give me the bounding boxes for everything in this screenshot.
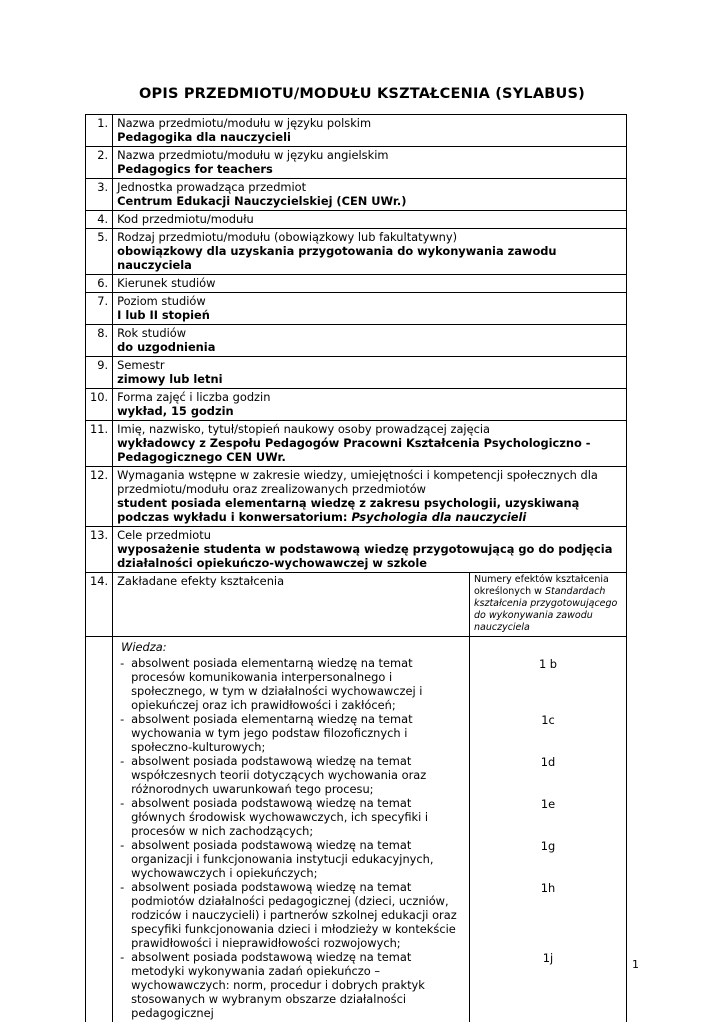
table-row <box>86 229 627 275</box>
field-label: Rodzaj przedmiotu/modułu (obowiązkowy lub fakultatywny) <box>117 230 458 244</box>
outcome-code: 1 b <box>538 656 558 671</box>
table-row <box>86 357 627 389</box>
row-content <box>113 115 627 147</box>
table-row <box>86 179 627 211</box>
outcome-item: - absolwent posiada podstawową wiedzę na temat metodyki wykonywania zadań opiekuńczo –wychowawczych: norm, procedur i dobrych praktyk stosowanych w wybranym obszarze działalności pedagogicznej <box>117 950 465 1020</box>
row-number: 14. <box>86 573 113 637</box>
ref-header-italic: Standardach kształcenia przygotowującego do wykonywania zawodu nauczyciela <box>474 586 618 633</box>
outcome-code: 1j <box>542 950 554 965</box>
field-value-text: wykładowcy z Zespołu Pedagogów Pracowni Kształcenia Psychologiczno - Pedagogicznego CEN UWr. <box>117 436 591 464</box>
field-label: Nazwa przedmiotu/modułu w języku polskim <box>117 116 372 130</box>
field-label: Kod przedmiotu/modułu <box>117 212 254 226</box>
field-value <box>117 194 622 208</box>
field-value-text: zimowy lub letni <box>117 372 223 386</box>
outcome-code: 1h <box>540 880 556 895</box>
row-content <box>113 357 627 389</box>
row-number: 2. <box>86 147 113 179</box>
table-row <box>86 115 627 147</box>
field-label: Imię, nazwisko, tytuł/stopień naukowy osoby prowadzącej zajęcia <box>117 422 491 436</box>
outcome-item: - absolwent posiada podstawową wiedzę na temat organizacji i funkcjonowania instytucji edukacyjnych, wychowawczych i opiekuńczych; <box>117 838 465 880</box>
section-heading: Wiedza: <box>121 640 167 654</box>
outcome-item: - absolwent posiada podstawową wiedzę na temat współczesnych teorii dotyczących wychowania oraz różnorodnych uwarunkowań tego procesu; <box>117 754 465 796</box>
field-value <box>117 496 622 524</box>
table-row <box>86 527 627 573</box>
field-value-text: Pedagogics for teachers <box>117 162 273 176</box>
row-content <box>113 275 627 293</box>
field-label: Jednostka prowadząca przedmiot <box>117 180 307 194</box>
outcome-code: 1g <box>540 838 556 853</box>
outcome-code: 1e <box>540 796 556 811</box>
row-number: 10. <box>86 389 113 421</box>
field-label: Semestr <box>117 358 165 372</box>
row-number-empty <box>86 637 113 1023</box>
row-content <box>113 389 627 421</box>
row-content <box>113 229 627 275</box>
field-value-text: obowiązkowy dla uzyskania przygotowania do wykonywania zawodu nauczyciela <box>117 244 557 272</box>
table-row <box>86 421 627 467</box>
field-value-text: wykład, 15 godzin <box>117 404 234 418</box>
table-row <box>86 467 627 527</box>
field-value <box>117 372 622 386</box>
row-content <box>113 147 627 179</box>
table-row <box>86 293 627 325</box>
document-title: OPIS PRZEDMIOTU/MODUŁU KSZTAŁCENIA (SYLABUS) <box>139 86 585 102</box>
row-number: 3. <box>86 179 113 211</box>
row-content <box>113 527 627 573</box>
field-value <box>117 404 622 418</box>
row-number: 9. <box>86 357 113 389</box>
row-number: 5. <box>86 229 113 275</box>
outcome-codes-cell <box>470 637 627 1023</box>
row-content <box>113 179 627 211</box>
field-value-text: student posiada elementarną wiedzę z zakresu psychologii, uzyskiwaną podczas wykładu i konwersatorium: <box>117 496 580 524</box>
field-value-text: do uzgodnienia <box>117 340 216 354</box>
outcome-item: - absolwent posiada podstawową wiedzę na temat podmiotów działalności pedagogicznej (dzieci, uczniów, rodziców i nauczycieli) i partnerów szkolnej edukacji oraz specyfiki funkcjonowania dzieci i młodzieży w kontekście prawidłowości i nieprawidłowości rozwojowych; <box>117 880 465 950</box>
outcomes-label <box>113 573 470 637</box>
row-content <box>113 467 627 527</box>
ref-header-text: Numery efektów kształcenia określonych w <box>474 574 609 597</box>
row-content <box>113 211 627 229</box>
outcomes-list-cell <box>113 637 470 1023</box>
table-row <box>86 389 627 421</box>
field-value <box>117 436 622 464</box>
field-value <box>117 162 622 176</box>
field-label: Rok studiów <box>117 326 187 340</box>
table-row <box>86 325 627 357</box>
outcome-code: 1c <box>541 712 555 727</box>
table-row <box>86 147 627 179</box>
field-value <box>117 542 622 570</box>
field-label: Poziom studiów <box>117 294 206 308</box>
row-number: 11. <box>86 421 113 467</box>
row-content <box>113 293 627 325</box>
field-value <box>117 130 622 144</box>
field-label: Wymagania wstępne w zakresie wiedzy, umiejętności i kompetencji społecznych dla przedmiotu/modułu oraz zrealizowanych przedmiotów <box>117 468 598 496</box>
outcome-codes <box>470 637 626 1022</box>
row-content <box>113 421 627 467</box>
field-value-text: Pedagogika dla nauczycieli <box>117 130 291 144</box>
field-value <box>117 308 622 322</box>
standards-reference-header <box>470 573 627 637</box>
outcomes-list <box>117 656 465 1020</box>
table-row <box>86 275 627 293</box>
row-number: 12. <box>86 467 113 527</box>
field-value <box>117 244 622 272</box>
field-label: Cele przedmiotu <box>117 528 211 542</box>
row-number: 7. <box>86 293 113 325</box>
row-number: 8. <box>86 325 113 357</box>
outcome-item: - absolwent posiada elementarną wiedzę na temat wychowania w tym jego podstaw filozoficznych i społeczno-kulturowych; <box>117 712 465 754</box>
row-number: 6. <box>86 275 113 293</box>
field-value-text: wyposażenie studenta w podstawową wiedzę przygotowującą go do podjęcia działalności opiekuńczo-wychowawczej w szkole <box>117 542 613 570</box>
syllabus-table <box>85 114 627 1022</box>
field-label: Kierunek studiów <box>117 276 216 290</box>
table-row-outcomes <box>86 637 627 1023</box>
field-value-text: Centrum Edukacji Nauczycielskiej (CEN UWr.) <box>117 194 407 208</box>
page-number: 1 <box>632 958 639 971</box>
field-label: Nazwa przedmiotu/modułu w języku angielskim <box>117 148 389 162</box>
field-label: Zakładane efekty kształcenia <box>117 574 285 588</box>
field-value-text: I lub II stopień <box>117 308 210 322</box>
outcome-code: 1d <box>540 754 556 769</box>
row-content <box>113 325 627 357</box>
field-label: Forma zajęć i liczba godzin <box>117 390 271 404</box>
outcome-item: - absolwent posiada elementarną wiedzę na temat procesów komunikowania interpersonalnego i społecznego, w tym w działalności wychowawczej i opiekuńczej oraz ich prawidłowości i zakłóceń; <box>117 656 465 712</box>
outcome-item: - absolwent posiada podstawową wiedzę na temat głównych środowisk wychowawczych, ich specyfiki i procesów w nich zachodzących; <box>117 796 465 838</box>
table-row-outcomes-header <box>86 573 627 637</box>
table-row <box>86 211 627 229</box>
field-value <box>117 340 622 354</box>
field-value-italic: Psychologia dla nauczycieli <box>351 510 527 524</box>
row-number: 13. <box>86 527 113 573</box>
row-number: 4. <box>86 211 113 229</box>
row-number: 1. <box>86 115 113 147</box>
